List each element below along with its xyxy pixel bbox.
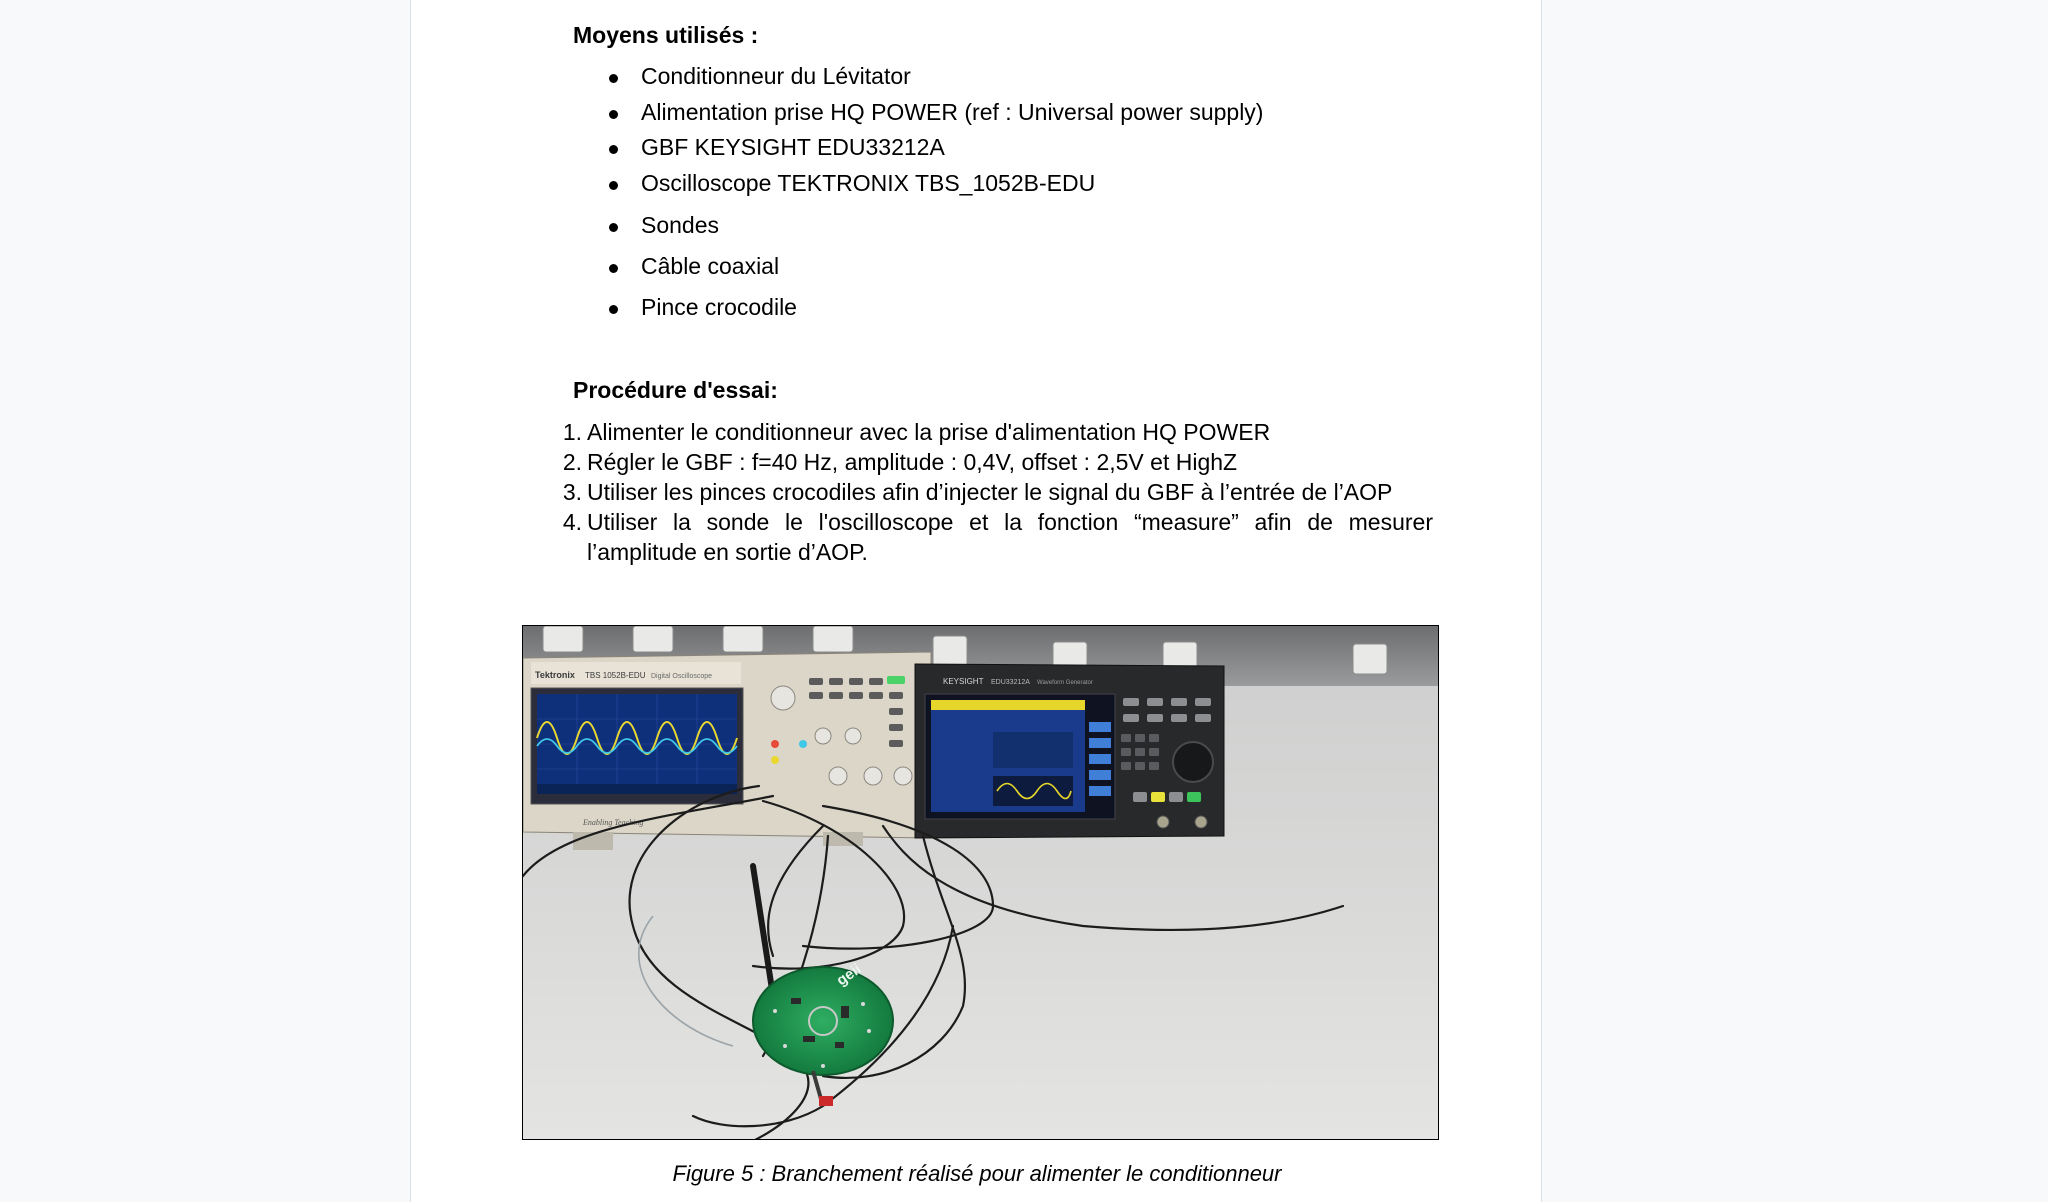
procedure-heading: Procédure d'essai: (573, 377, 778, 403)
document-page: Moyens utilisés : Conditionneur du Lévitator Alimentation prise HQ POWER (ref : Universal power supply) GBF KEYSIGHT EDU33212A Oscilloscope TEKTRONIX TBS_1052B-EDU Sondes Câble coaxial Pince crocodile Procédure d'essai: 1. Alimenter le conditionneur avec la prise d'alimentation HQ POWER 2. Régler le GBF : f=40 Hz, amplitude : 0,4V, offset : 2,5V et HighZ 3. Utiliser les pinces crocodiles afin d’injecter le signal du GBF à l’entrée de l’AOP 4. Utiliser la sonde le l'oscilloscope et la fonction “measure” afin de mesurer l’amplitude en sortie d’AOP. Tektronix TBS 1052B-EDU Digital Oscilloscope Enabling Teaching KEYSIGHT EDU33212A Waveform Generator geii Figure 5 : Branchement réalisé pour alimenter le conditionneur (410, 0, 1542, 1202)
svg-text:geii: geii (833, 960, 865, 990)
bullet-icon (609, 110, 618, 119)
setup-photo (522, 625, 1439, 1140)
bullet-icon (609, 305, 618, 314)
svg-text:Digital Oscilloscope: Digital Oscilloscope (651, 673, 713, 680)
bullet-icon (609, 181, 618, 190)
svg-text:Enabling Teaching: Enabling Teaching (583, 818, 644, 827)
bullet-icon (609, 223, 618, 232)
oscilloscope (523, 652, 931, 850)
svg-text:EDU33212A: EDU33212A (991, 679, 1030, 686)
setup-photo-drawing (523, 626, 1439, 1140)
svg-text:Tektronix: Tektronix (535, 670, 575, 680)
svg-text:KEYSIGHT: KEYSIGHT (943, 677, 984, 686)
moyens-heading: Moyens utilisés : (573, 22, 759, 48)
waveform-generator (915, 664, 1224, 838)
svg-text:TBS 1052B-EDU: TBS 1052B-EDU (585, 671, 646, 680)
svg-text:Waveform Generator: Waveform Generator (1037, 680, 1093, 686)
bullet-icon (609, 74, 618, 83)
bullet-icon (609, 145, 618, 154)
bullet-icon (609, 264, 618, 273)
figure-caption: Figure 5 : Branchement réalisé pour alimenter le conditionneur (672, 1161, 1282, 1186)
